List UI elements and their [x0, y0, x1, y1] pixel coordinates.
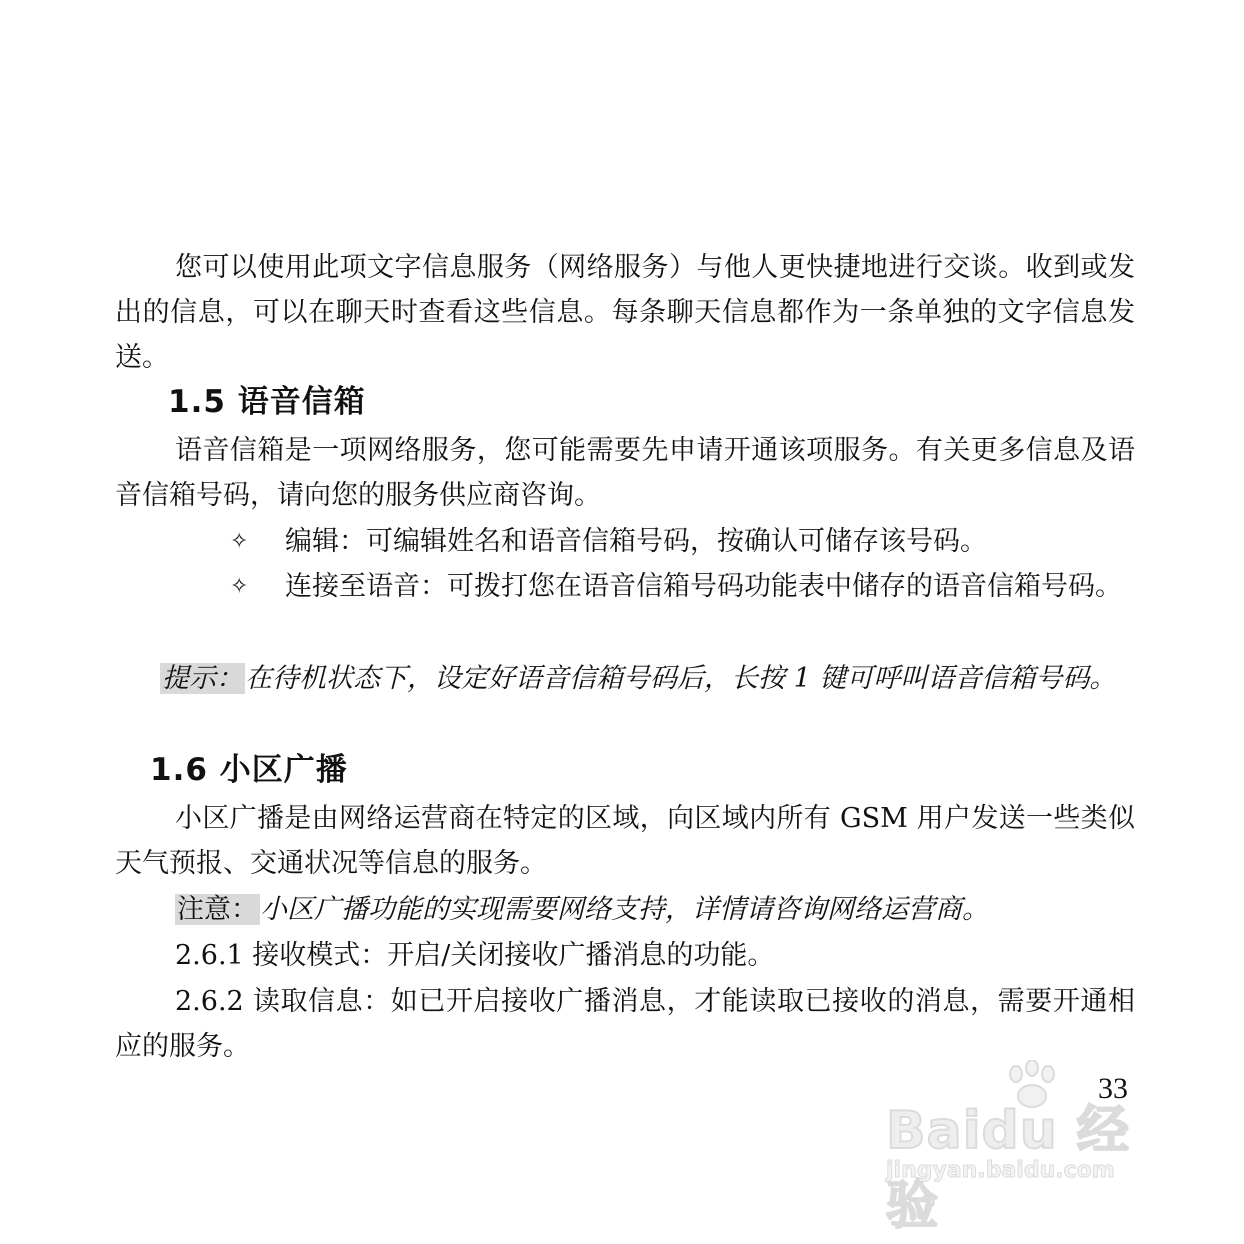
section-heading-1-5: 1.5 语音信箱	[168, 384, 366, 420]
bullet-item-edit	[230, 519, 1135, 564]
diamond-star-icon: ✧	[230, 574, 249, 599]
tip-text: 在待机状态下，设定好语音信箱号码后，长按 1 键可呼叫语音信箱号码。	[245, 663, 1117, 694]
page-number: 33	[1098, 1072, 1128, 1105]
receive-mode-paragraph: 2.6.1 接收模式：开启/关闭接收广播消息的功能。	[175, 940, 775, 971]
cell-broadcast-paragraph: 小区广播是由网络运营商在特定的区域，向区域内所有 GSM 用户发送一些类似天气预报、交通状况等信息的服务。	[115, 803, 1135, 879]
watermark-logo: Baidu 经验	[886, 1101, 1130, 1236]
voicemail-paragraph: 语音信箱是一项网络服务，您可能需要先申请开通该项服务。有关更多信息及语音信箱号码，请向您的服务供应商咨询。	[115, 435, 1135, 511]
attention-text: 小区广播功能的实现需要网络支持，详情请咨询网络运营商。	[260, 894, 989, 925]
read-info-paragraph: 2.6.2 读取信息：如已开启接收广播消息，才能读取已接收的消息，需要开通相应的服务。	[115, 986, 1135, 1062]
baidu-watermark	[880, 1060, 1180, 1236]
bullet-item-connect	[230, 564, 1135, 609]
section-heading-1-6: 1.6 小区广播	[150, 752, 348, 788]
diamond-star-icon: ✧	[230, 529, 249, 554]
intro-paragraph: 您可以使用此项文字信息服务（网络服务）与他人更快捷地进行交谈。收到或发出的信息，可以在聊天时查看这些信息。每条聊天信息都作为一条单独的文字信息发送。	[115, 252, 1135, 373]
bullet-text: 编辑：可编辑姓名和语音信箱号码，按确认可储存该号码。	[285, 526, 987, 557]
tip-label: 提示：	[162, 663, 243, 694]
attention-label: 注意：	[177, 894, 258, 925]
tip-note	[115, 656, 1135, 701]
watermark-url: jingyan.baidu.com	[886, 1158, 1115, 1183]
attention-note	[115, 887, 1135, 932]
bullet-text: 连接至语音：可拨打您在语音信箱号码功能表中储存的语音信箱号码。	[285, 571, 1122, 602]
